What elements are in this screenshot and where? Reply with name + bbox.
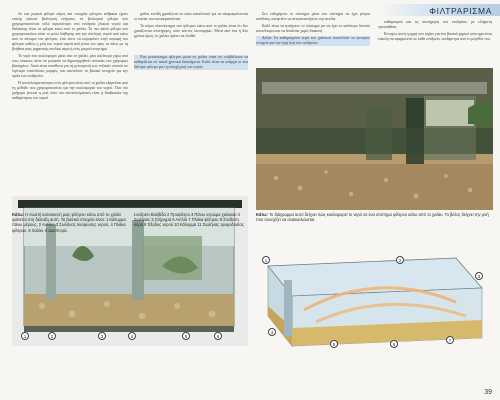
text-column-3 <box>256 12 370 70</box>
paragraph: καθαρισμού και τη συντήρηση του ενυδρείου με ελάχιστη προσπάθεια. <box>378 20 492 29</box>
callout-r7: 7 <box>446 336 454 344</box>
paragraph: Καλό είναι να φτιάχνετε το σύστημα για να έχει το καλύτερο δυνατό αποτέλεσμα και να δουλεύει χωρίς διακοπή. <box>256 23 370 33</box>
callout-2: 2 <box>48 332 56 340</box>
caption-text: Η σωστή κατασκευή μιας φίλτρου κάτω από το χαλίκι φαίνεται στη διάταξη αυτή. Τα βασικά στοιχεία είναι: 1 Κάλυμμα πάνω μέρους, 2 Αντλία, 3 Σωλήνας ανύψωσης νερού, 4 Πλάκα φίλτρου, 5 Χαλίκι, 6 Διασπορά. <box>12 212 126 233</box>
text-column-2-mid <box>134 55 248 99</box>
highlighted-paragraph: Ένα μειονέκτημα φίλτρου μέσα σε χαλίκι είναι ότι επιβάλλεται να καθαρίζεται σε τακτά χρονικά διαστήματα. Καλό είναι να υπάρχει κι ένα δεύτερο φίλτρο για τη συνεχή ροή του νερού. <box>134 55 248 69</box>
paragraph: Ευτυχώς αυτή η αρχή που ισχύει για ένα βασικό χημικό σύστημα είναι εύκολη να εφαρμοστεί σε κάθε ενυδρείο, ανεξάρτητα από το μέγεθός του. <box>378 31 492 41</box>
callout-r4: 4 <box>268 328 276 336</box>
caption-text: Το διάγραμμα αυτό δείχνει πώς κυκλοφορεί το νερό σε ένα σύστημα φίλτρου κάτω από το χαλίκι. Το βέλος δείχνει την ροή που συνεχίζει να ανακυκλώνεται. <box>256 212 489 223</box>
callout-r1: 1 <box>262 256 270 264</box>
text-column-4 <box>378 20 492 64</box>
page-title: ΦΙΛΤΡΑΡΙΣΜΑ <box>429 6 492 16</box>
paragraph: Η αποτελεσματικότητα ενός φίλτρου κάτω από το χαλίκι εξαρτάται από τη μέθοδο που χρησιμοποιείται για την κυκλοφορία του νερού. Όσο πιο γρήγορα γίνεται η ροή τόσο πιο αποτελεσματική είναι η διαδικασία της καθαρότητας του νερού. <box>12 80 128 100</box>
callout-1: 1 <box>21 332 29 340</box>
filter-flow-diagram <box>256 250 493 370</box>
callout-r2: 2 <box>396 256 404 264</box>
aquarium-filter-photo <box>256 68 493 210</box>
callout-r3: 3 <box>475 272 483 280</box>
paragraph: Στο ενδεχόμενο το σύστημα μέσα στο σύστημα να έχει μέτρια απόδοση, σκεφτείτε να αντικαταστήσετε την αντλία. <box>256 12 370 21</box>
highlighted-paragraph: Δεξιά: Τα καθαρισμένα νερά του χαλικιού αποτελούν το κεντρικό στοιχείο για την υγιή ζωή του ενυδρείου. <box>256 35 370 45</box>
callout-3: 3 <box>98 332 106 340</box>
page-number: 39 <box>484 389 492 396</box>
callout-r5: 5 <box>330 340 338 348</box>
aquarium-filter-photo-illustration <box>256 68 493 210</box>
text-column-2-top <box>134 12 248 56</box>
callout-6: 6 <box>214 332 222 340</box>
paragraph: Το κύριο πλεονέκτημα των φίλτρων κάτω από το χαλίκι είναι ότι δεν χρειάζονται συντήρηση, ούτε κόστος λειτουργίας. Μετά από ένα ή δύο χρόνια όμως, το χαλίκι πρέπει να πλυθεί. <box>134 23 248 38</box>
caption-middle <box>134 212 248 250</box>
caption-left <box>12 212 128 250</box>
caption-text: ενυδρείο Βαλβίδα 2 Προφίλτρο 3 Πάνω στρώμα χαλικιού 4 Σωλήνας 5 Στήριγμα 6 Αντλία 7 Πλάκα φίλτρου 8 Σύνδεση αέρα 9 Έξοδος νερού 10 Κάλυμμα 11 Σωλήνας τροφοδοσίας. <box>134 212 245 228</box>
caption-label: Κάτω: <box>256 212 268 217</box>
paragraph: Το νερό που κυκλοφορεί μέσα από το χαλίκι, ρέει καλύτερα γύρω από τους κόκκους ώστε να μπορούν να δημιουργηθούν αποικίες των χρήσιμων βακτηρίων. Αυτά είναι υπεύθυνα για τη μετατροπή των τοξικών ουσιών σε λιγότερο επικίνδυνες μορφές, και αποτελούν το βασικό στοιχείο για την υγεία του ενυδρείου. <box>12 53 128 78</box>
callout-4: 4 <box>128 332 136 340</box>
caption-label: Κάτω: <box>12 212 24 217</box>
callout-5: 5 <box>182 332 190 340</box>
paragraph: χαλίκι επειδή χρειάζεται να είναι καταλυτικό για να απομακρύνονται οι ουσίες που κατακρατούνται. <box>134 12 248 21</box>
paragraph: Αν και μερικά φίλτρα αέρος και στοιχεία φίλτρου ανθρακα έχουν επίσης κάποια βιολογική ενέργεια, τα βιολογικά φίλτρα που χρησιμοποιούνται πολύ περισσότερο στα ενυδρεία γλυκού νερού και θαλάσσης είναι τα φίλτρα κάτω από το χαλίκι. Το πιο παλιό φίλτρο που χρησιμοποιείται είναι το μέσο διήθησης και την άντληση νερού από κάτω από το πάτωμα του φίλτρου, έτσι ώστε να κορυφώνει στην κορυφή του φίλτρου καθώς η ροή του νερού περνά από μέσα του προς τα πάνω με τη βοήθεια μιας μηχανικής αντλίας αέρα ή ενός μικρού κινητήρα. <box>12 12 128 51</box>
text-column-1 <box>12 12 128 196</box>
filter-flow-diagram-illustration <box>256 250 493 370</box>
callout-r6: 6 <box>390 340 398 348</box>
caption-right <box>256 212 493 246</box>
